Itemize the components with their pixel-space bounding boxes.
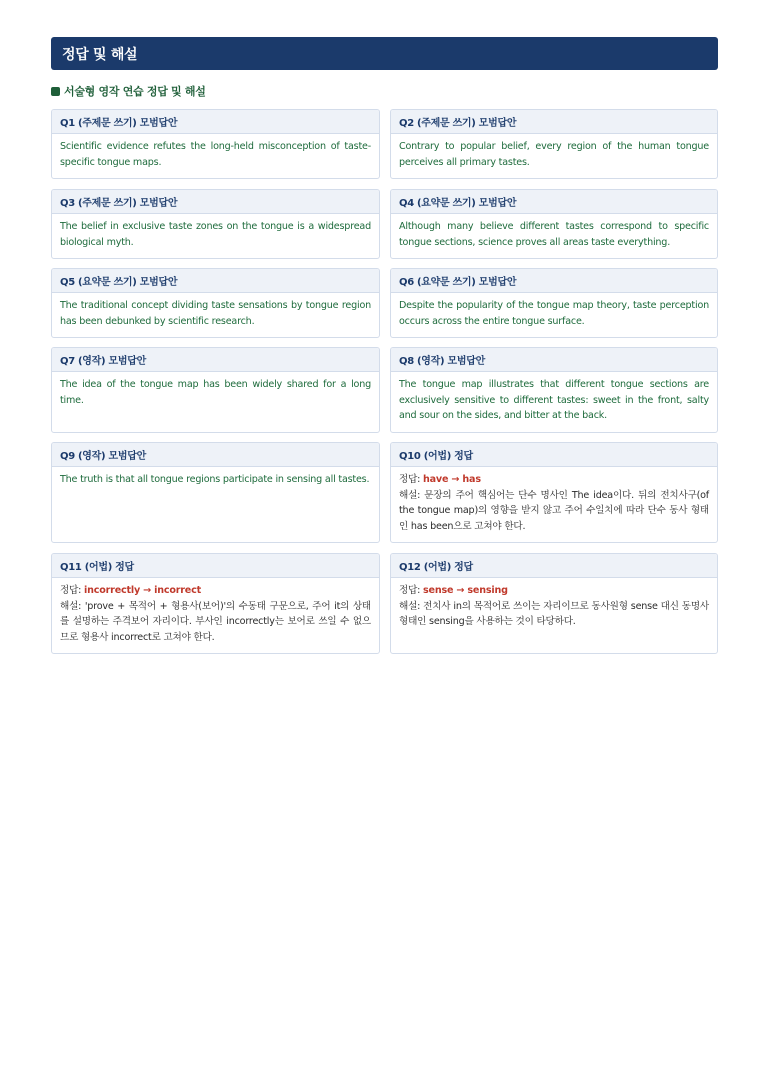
- explanation-text: 해설: 전치사 in의 목적어로 쓰이는 자리이므로 동사원형 sense 대신 동명사 형태인 sensing을 사용하는 것이 타당하다.: [399, 600, 709, 627]
- model-answer-text: The belief in exclusive taste zones on the tongue is a widespread biological myth.: [60, 221, 371, 248]
- card-title: Q12 (어법) 정답: [399, 562, 473, 573]
- answer-card-q9: [51, 442, 380, 543]
- card-header: [391, 269, 717, 293]
- correct-answer: sense → sensing: [423, 585, 508, 596]
- correct-answer: incorrectly → incorrect: [84, 585, 201, 596]
- card-title: Q5 (요약문 쓰기) 모범답안: [60, 277, 178, 288]
- grammar-answer-body: [391, 578, 717, 636]
- answer-card-q3: [51, 189, 380, 259]
- answer-card-q4: [390, 189, 718, 259]
- card-title: Q7 (영작) 모범답안: [60, 356, 146, 367]
- answer-card-q6: [390, 268, 718, 338]
- card-header: [52, 554, 379, 578]
- card-header: [52, 443, 379, 467]
- correct-answer: have → has: [423, 474, 481, 485]
- card-header: [391, 554, 717, 578]
- card-header: [52, 190, 379, 214]
- card-title: Q9 (영작) 모범답안: [60, 451, 146, 462]
- answer-line: [399, 472, 709, 488]
- answer-card-q11: [51, 553, 380, 654]
- page-title: 정답 및 해설: [62, 46, 138, 63]
- card-header: [52, 348, 379, 372]
- grammar-answer-body: [391, 467, 717, 540]
- explanation-text: 해설: 문장의 주어 핵심어는 단수 명사인 The idea이다. 뒤의 전치사구(of the tongue map)의 영향을 받지 않고 주어 수일치에 따라 단수 동사 형태인 has been으로 고쳐야 한다.: [399, 489, 709, 532]
- answer-card-q5: [51, 268, 380, 338]
- card-header: [391, 443, 717, 467]
- answer-prefix: 정답:: [60, 585, 85, 596]
- card-header: [391, 348, 717, 372]
- model-answer-text: The tongue map illustrates that different tongue sections are exclusively sensitive to different tastes: sweet in the front, salty and sour on the sides, and bitter at the back.: [399, 379, 709, 421]
- model-answer-text: Scientific evidence refutes the long-held misconception of taste-specific tongue maps.: [60, 141, 371, 168]
- answer-card-q10: [390, 442, 718, 543]
- section-title: 서술형 영작 연습 정답 및 해설: [64, 85, 206, 98]
- page-header-banner: [51, 37, 718, 70]
- card-title: Q3 (주제문 쓰기) 모범답안: [60, 198, 178, 209]
- card-header: [391, 190, 717, 214]
- grammar-answer-body: [52, 578, 379, 651]
- answer-line: [399, 583, 709, 599]
- answer-card-q8: [390, 347, 718, 433]
- answer-card-q12: [390, 553, 718, 654]
- card-title: Q11 (어법) 정답: [60, 562, 134, 573]
- model-answer-text: The traditional concept dividing taste sensations by tongue region has been debunked by scientific research.: [60, 300, 371, 327]
- model-answer-text: Despite the popularity of the tongue map theory, taste perception occurs across the entire tongue surface.: [399, 300, 709, 327]
- answer-prefix: 정답:: [399, 585, 424, 596]
- square-bullet-icon: [51, 87, 60, 96]
- answer-prefix: 정답:: [399, 474, 424, 485]
- section-heading: [51, 83, 206, 99]
- model-answer-text: Contrary to popular belief, every region of the human tongue perceives all primary tastes.: [399, 141, 709, 168]
- explanation-text: 해설: 'prove + 목적어 + 형용사(보어)'의 수동태 구문으로, 주어 it의 상태를 설명하는 주격보어 자리이다. 부사인 incorrectly는 보어로 쓰일 수 없으므로 형용사 incorrect로 고쳐야 한다.: [60, 600, 371, 643]
- card-title: Q1 (주제문 쓰기) 모범답안: [60, 118, 178, 129]
- answer-card-q1: [51, 109, 380, 179]
- card-header: [52, 110, 379, 134]
- model-answer-text: The truth is that all tongue regions participate in sensing all tastes.: [60, 474, 370, 485]
- card-title: Q2 (주제문 쓰기) 모범답안: [399, 118, 517, 129]
- model-answer-text: Although many believe different tastes correspond to specific tongue sections, science proves all areas taste everything.: [399, 221, 709, 248]
- answer-line: [60, 583, 371, 599]
- card-title: Q10 (어법) 정답: [399, 451, 473, 462]
- card-title: Q6 (요약문 쓰기) 모범답안: [399, 277, 517, 288]
- answer-card-q7: [51, 347, 380, 433]
- card-title: Q4 (요약문 쓰기) 모범답안: [399, 198, 517, 209]
- card-header: [52, 269, 379, 293]
- card-title: Q8 (영작) 모범답안: [399, 356, 485, 367]
- model-answer-text: The idea of the tongue map has been widely shared for a long time.: [60, 379, 371, 406]
- answer-card-q2: [390, 109, 718, 179]
- card-header: [391, 110, 717, 134]
